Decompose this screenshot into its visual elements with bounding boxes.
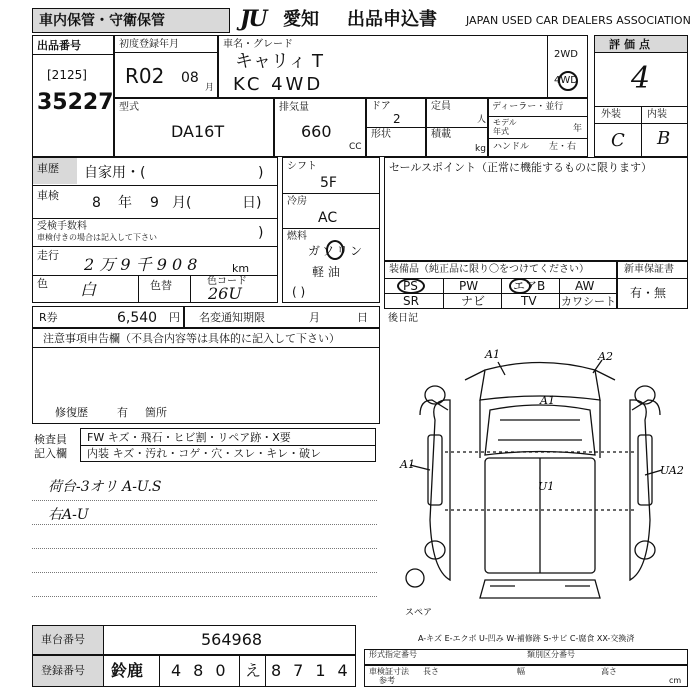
dims-cm: cm	[669, 676, 682, 685]
repair-value: 有	[117, 406, 128, 419]
mark-u1-bed: U1	[538, 480, 555, 493]
interior-label: 内装	[647, 109, 667, 120]
displacement-unit: CC	[349, 142, 362, 152]
recycle-value: 6,540	[117, 310, 158, 326]
plate-region: 鈴鹿	[111, 661, 144, 680]
storage-text: 車内保管・守衛保管	[39, 13, 165, 29]
name-change-box	[184, 306, 380, 328]
lot-label: 出品番号	[37, 39, 81, 52]
model-year-unit: 年	[573, 124, 583, 134]
chassis-label: 車台番号	[41, 633, 85, 646]
spare-label: スペア	[405, 608, 433, 618]
recycle-unit: 円	[169, 311, 180, 324]
inspector-note-1: 荷台-3オリ A-U.S	[48, 479, 162, 495]
interior-value: B	[657, 128, 671, 149]
association-name: JAPAN USED CAR DEALERS ASSOCIATION	[466, 14, 691, 27]
equip-aw: AW	[575, 279, 595, 293]
color-code-value: 26U	[208, 284, 242, 303]
model-name: キャリィ T	[235, 51, 323, 72]
model-label: 車名・グレード	[223, 39, 293, 50]
name-change-month: 月	[309, 311, 320, 324]
dims-length: 長さ	[423, 667, 439, 676]
type-value: DA16T	[171, 122, 225, 141]
ju-logo: JU	[240, 6, 266, 32]
interior-text: 内装 キズ・汚れ・コゲ・穴・スレ・キレ・破レ	[87, 447, 322, 460]
inspector-label: 検査員	[34, 433, 67, 446]
mark-ua2-right-side: UA2	[660, 464, 684, 477]
score-label: 評価点	[609, 38, 654, 51]
model-box	[218, 35, 588, 98]
handle-label: ハンドル	[493, 142, 530, 152]
warranty-box	[617, 261, 688, 309]
plate-class: 480	[171, 661, 238, 680]
mileage-label: 走行	[37, 249, 59, 262]
recycle-label: R券	[39, 311, 58, 324]
mileage-unit: km	[232, 262, 250, 275]
registration-year: R02	[125, 64, 165, 88]
score-box	[594, 35, 688, 157]
load-unit: kg	[475, 144, 486, 154]
dims-height: 高さ	[601, 667, 617, 676]
shift-label: シフト	[287, 161, 317, 172]
equipment-box	[384, 261, 617, 309]
notes-label: 注意事項申告欄（不具合内容等は具体的に記入して下さい）	[43, 332, 340, 345]
fuel-label: 燃料	[287, 231, 307, 242]
equip-airbag-circle	[509, 278, 531, 294]
sales-point-label: セールスポイント（正常に機能するものに限ります）	[389, 161, 653, 174]
mark-a2-front-right: A2	[598, 350, 613, 363]
capacity-unit: 人	[477, 115, 487, 125]
equip-airbag: エアB	[513, 279, 546, 293]
drive-4wd: 4WD	[554, 75, 578, 86]
displacement-label: 排気量	[279, 102, 309, 113]
dims-width: 幅	[517, 667, 525, 676]
capacity-box	[426, 98, 488, 157]
lot-number: 35227	[37, 90, 114, 115]
inspector-box	[80, 428, 376, 462]
color-value: 白	[80, 280, 97, 299]
equip-sr: SR	[403, 294, 419, 308]
equip-ps: PS	[403, 279, 418, 293]
org-name: 愛知	[283, 9, 319, 30]
model-grade: KC 4WD	[233, 74, 324, 95]
registration-box	[114, 35, 218, 98]
shape-label: 形状	[371, 129, 391, 140]
model-year-label-2: 年式	[493, 127, 509, 136]
drive-4wd-circle	[558, 71, 578, 91]
plate-box	[32, 655, 360, 687]
notes-box	[32, 328, 380, 424]
equip-tv: TV	[521, 294, 537, 308]
dealer-box	[488, 98, 588, 157]
score-value: 4	[631, 61, 651, 96]
equip-ps-circle	[397, 278, 425, 294]
registration-month-unit: 月	[205, 83, 215, 93]
inspector-entry-label: 記入欄	[34, 447, 67, 460]
color-code-label: 色コード	[207, 276, 247, 287]
damage-legend: A-キズ E-エクボ U-凹み W-補修跡 S-サビ C-腐食 XX-交換済	[418, 634, 635, 643]
fw-text: FW キズ・飛石・ヒビ割・リペア跡・X要	[87, 431, 291, 444]
warranty-label: 新車保証書	[624, 264, 674, 275]
color-change-label: 色替	[150, 279, 172, 292]
doors-label: ドア	[371, 101, 391, 112]
registration-month: 08	[181, 70, 199, 86]
sales-point-box	[384, 157, 688, 261]
drive-2wd: 2WD	[554, 49, 578, 60]
storage-badge	[32, 8, 230, 33]
equip-navi: ナビ	[461, 294, 486, 308]
name-change-label: 名変通知期限	[199, 311, 265, 324]
car-damage-diagram	[390, 340, 690, 620]
mark-a1-roof: A1	[540, 394, 555, 407]
receipt-label: 受検手数料	[37, 221, 87, 232]
rear-label: 後日記	[388, 313, 418, 324]
chassis-value: 564968	[201, 630, 263, 649]
inspection-year-unit: 年	[118, 195, 132, 211]
form-doc-label: 形式指定番号	[369, 650, 417, 659]
dims-box	[364, 665, 688, 687]
type-label: 型式	[119, 102, 139, 113]
name-change-day: 日	[357, 311, 368, 324]
exterior-label: 外装	[601, 109, 621, 120]
plate-kana: え	[245, 661, 262, 680]
plate-number: 8714	[271, 661, 360, 680]
form-doc-class: 類別区分番号	[527, 650, 575, 659]
registration-label: 初度登録年月	[119, 39, 179, 50]
displacement-box	[274, 98, 366, 157]
capacity-label: 定員	[431, 101, 451, 112]
chassis-box	[32, 625, 356, 655]
plate-label: 登録番号	[41, 664, 85, 677]
equipment-label: 装備品（純正品に限り〇をつけてください）	[389, 264, 589, 275]
dims-label: 車検証寸法	[369, 667, 409, 676]
warranty-options: 有・無	[630, 286, 667, 300]
repair-place: 箇所	[145, 406, 167, 419]
ac-value: AC	[318, 210, 338, 226]
inspector-note-2: 右A-U	[48, 507, 89, 523]
displacement-value: 660	[301, 122, 332, 141]
receipt-close: )	[258, 225, 264, 241]
mark-a1-left-side: A1	[400, 458, 415, 471]
handle-options: 左・右	[549, 142, 577, 152]
form-title: 出品申込書	[347, 9, 437, 30]
history-value: 自家用・(	[84, 165, 146, 181]
equip-seat: カワシート	[561, 295, 616, 308]
mileage-value: 2 万 9 千 9 0 8	[84, 255, 198, 274]
ac-label: 冷房	[287, 196, 307, 207]
lot-box	[32, 35, 114, 157]
inspection-label: 車検	[37, 189, 59, 202]
color-label: 色	[37, 277, 48, 290]
shift-value: 5F	[320, 175, 337, 191]
model-year-label-1: モデル	[493, 118, 517, 127]
dealer-label: ディーラー・並行	[492, 102, 564, 112]
inspection-day-unit: 日)	[242, 195, 262, 211]
dims-ref: 参考	[379, 676, 395, 685]
fuel-options: ガソリン	[308, 244, 365, 258]
equip-pw: PW	[459, 279, 479, 293]
inspection-year: 8	[92, 195, 101, 211]
load-label: 積載	[431, 129, 451, 140]
recycle-box	[32, 306, 184, 328]
repair-label: 修復歴	[55, 406, 88, 419]
lot-sub-number: [2125]	[47, 68, 87, 82]
fuel-diesel: 軽 油	[312, 265, 340, 279]
history-close: )	[258, 165, 264, 181]
type-box	[114, 98, 274, 157]
receipt-note: 車検付きの場合は記入して下さい	[37, 233, 157, 242]
inspection-month: 9	[150, 195, 159, 211]
doors-value: 2	[393, 112, 401, 126]
gasoline-circle	[326, 240, 344, 260]
mark-a1-front-left: A1	[485, 348, 500, 361]
history-label: 車歴	[37, 162, 59, 175]
form-doc-box	[364, 649, 688, 665]
doors-box	[366, 98, 426, 157]
inspection-month-unit: 月(	[172, 195, 192, 211]
exterior-value: C	[611, 130, 625, 151]
fuel-paren: ( )	[292, 285, 306, 299]
